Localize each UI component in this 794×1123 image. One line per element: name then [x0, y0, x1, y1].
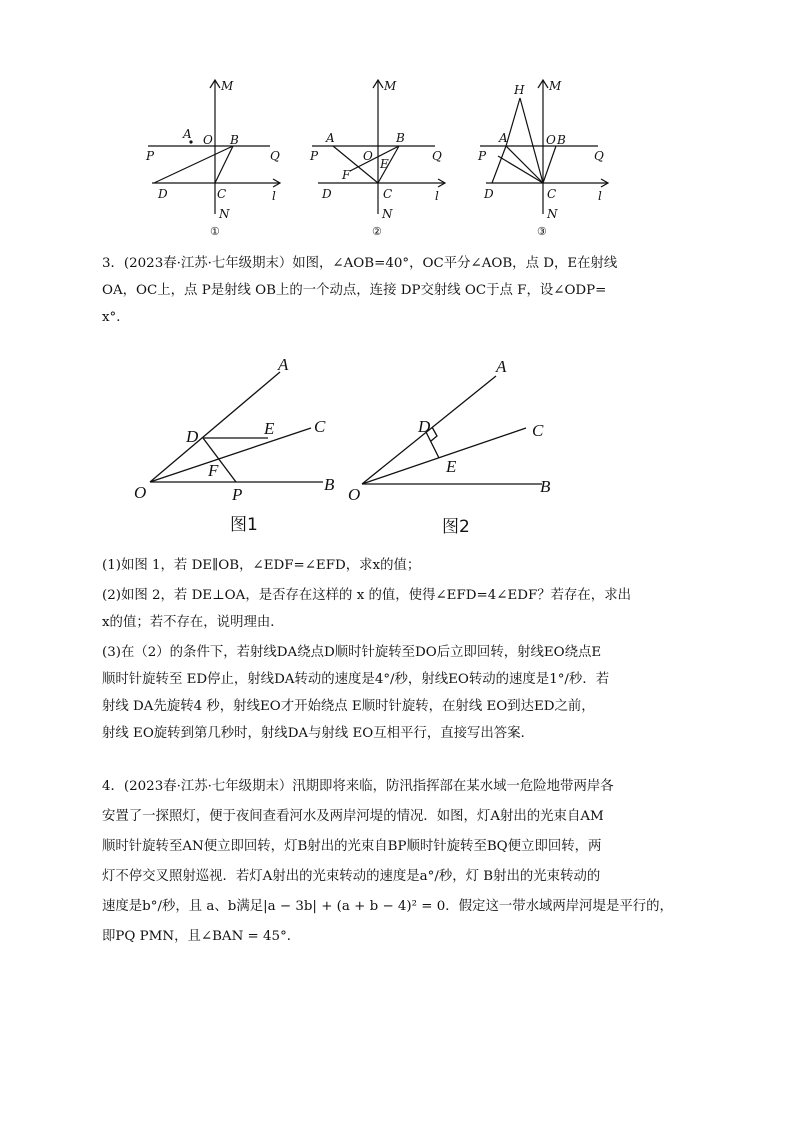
mid-label-O: O	[134, 483, 147, 502]
caption-2: ②	[372, 225, 382, 238]
mid-label-A: A	[278, 355, 289, 374]
label-B: B	[396, 131, 405, 145]
mid2-label-D: D	[418, 417, 431, 436]
label-C: C	[383, 187, 393, 201]
problem-4-line-1: 4．(2023春·江苏·七年级期末）汛期即将来临，防汛指挥部在某水域一危险地带两岸各	[102, 779, 614, 794]
label-B: B	[230, 133, 239, 147]
label-M: M	[549, 79, 562, 93]
label-O: O	[203, 133, 213, 147]
problem-4-line-2: 安置了一探照灯，便于夜间查看河水及两岸河堤的情况．如图，灯A射出的光束自AM	[102, 809, 604, 824]
mid-label-E: E	[264, 419, 275, 438]
problem-4-line-5: 速度是b°/秒，且 a、b满足|a − 3b| + (a + b − 4)² = 0．假定这一带水域两岸河堤是平行的，	[102, 899, 673, 914]
problem-4-line-3: 顺时针旋转至AN便立即回转，灯B射出的光束自BP顺时针旋转至BQ便立即回转，两	[102, 839, 602, 854]
label-H: H	[514, 83, 525, 97]
caption-1: ①	[210, 225, 220, 238]
label-F: F	[342, 168, 351, 182]
label-P: P	[146, 149, 155, 163]
mid-label-F: F	[208, 461, 219, 480]
label-E: E	[380, 157, 389, 171]
problem-3-questions	[102, 552, 702, 747]
label-P: P	[478, 149, 487, 163]
label-C: C	[217, 187, 227, 201]
label-Q: Q	[594, 149, 604, 163]
label-Q: Q	[432, 149, 442, 163]
label-M: M	[221, 79, 234, 93]
label-D: D	[158, 187, 168, 201]
label-N: N	[219, 207, 230, 221]
label-A: A	[326, 131, 335, 145]
question-2-line-2: x的值；若不存在，说明理由．	[102, 615, 284, 630]
caption-3: ③	[537, 225, 547, 238]
label-N: N	[382, 207, 393, 221]
problem-4-statement	[102, 772, 702, 952]
label-l: l	[598, 189, 602, 203]
mid2-label-E: E	[446, 457, 457, 476]
label-A: A	[499, 131, 508, 145]
figure-1-top	[130, 72, 290, 244]
problem-3-line-1: 3．(2023春·江苏·七年级期末）如图，∠AOB=40°，OC平分∠AOB，点 D，E在射线	[102, 256, 618, 271]
label-D: D	[484, 187, 494, 201]
mid-label-B: B	[324, 475, 335, 494]
label-l: l	[272, 189, 276, 203]
problem-4-line-6: 即PQ PMN，且∠BAN = 45°．	[102, 929, 301, 944]
label-O: O	[363, 149, 373, 163]
problem-3-line-3: x°．	[102, 310, 130, 325]
figure-3-top	[468, 72, 628, 244]
mid2-label-A: A	[496, 357, 507, 376]
mid-label-D: D	[186, 427, 199, 446]
label-O: O	[546, 133, 556, 147]
question-3-line-3: 射线 DA先旋转4 秒，射线EO才开始绕点 E顺时针旋转，在射线 EO到达ED之前，	[102, 699, 595, 714]
label-M: M	[384, 79, 397, 93]
mid2-label-O: O	[348, 485, 361, 504]
label-C: C	[547, 187, 557, 201]
label-B: B	[557, 133, 566, 147]
figure-tu2	[346, 350, 566, 540]
figure-2-top	[300, 72, 470, 244]
figure-tu1	[128, 350, 348, 540]
problem-3-statement	[102, 250, 702, 331]
mid-label-P: P	[232, 485, 243, 504]
middle-figures	[128, 350, 578, 540]
label-A: A	[183, 127, 192, 141]
mid2-label-B: B	[540, 477, 551, 496]
question-1: (1)如图 1，若 DE∥OB，∠EDF=∠EFD，求x的值；	[102, 558, 421, 573]
top-figures	[130, 72, 630, 244]
label-Q: Q	[270, 149, 280, 163]
label-P: P	[310, 149, 319, 163]
problem-3-line-2: OA，OC上，点 P是射线 OB上的一个动点，连接 DP交射线 OC于点 F，设∠ODP=	[102, 283, 607, 298]
mid2-label-C: C	[532, 421, 544, 440]
problem-4-line-4: 灯不停交叉照射巡视．若灯A射出的光束转动的速度是a°/秒，灯 B射出的光束转动的	[102, 869, 601, 884]
label-l: l	[435, 189, 439, 203]
question-3-line-2: 顺时针旋转至 ED停止，射线DA转动的速度是4°/秒，射线EO转动的速度是1°/秒．若	[102, 672, 610, 687]
caption-tu2: 图2	[442, 517, 470, 537]
question-2-line-1: (2)如图 2，若 DE⊥OA，是否存在这样的 x 的值，使得∠EFD=4∠EDF？若存在，求出	[102, 588, 631, 603]
question-3-line-4: 射线 EO旋转到第几秒时，射线DA与射线 EO互相平行，直接写出答案．	[102, 726, 534, 741]
label-N: N	[547, 207, 558, 221]
label-D: D	[322, 187, 332, 201]
caption-tu1: 图1	[230, 515, 258, 535]
mid-label-C: C	[314, 417, 326, 436]
question-3-line-1: (3)在（2）的条件下，若射线DA绕点D顺时针旋转至DO后立即回转，射线EO绕点E	[102, 645, 602, 660]
